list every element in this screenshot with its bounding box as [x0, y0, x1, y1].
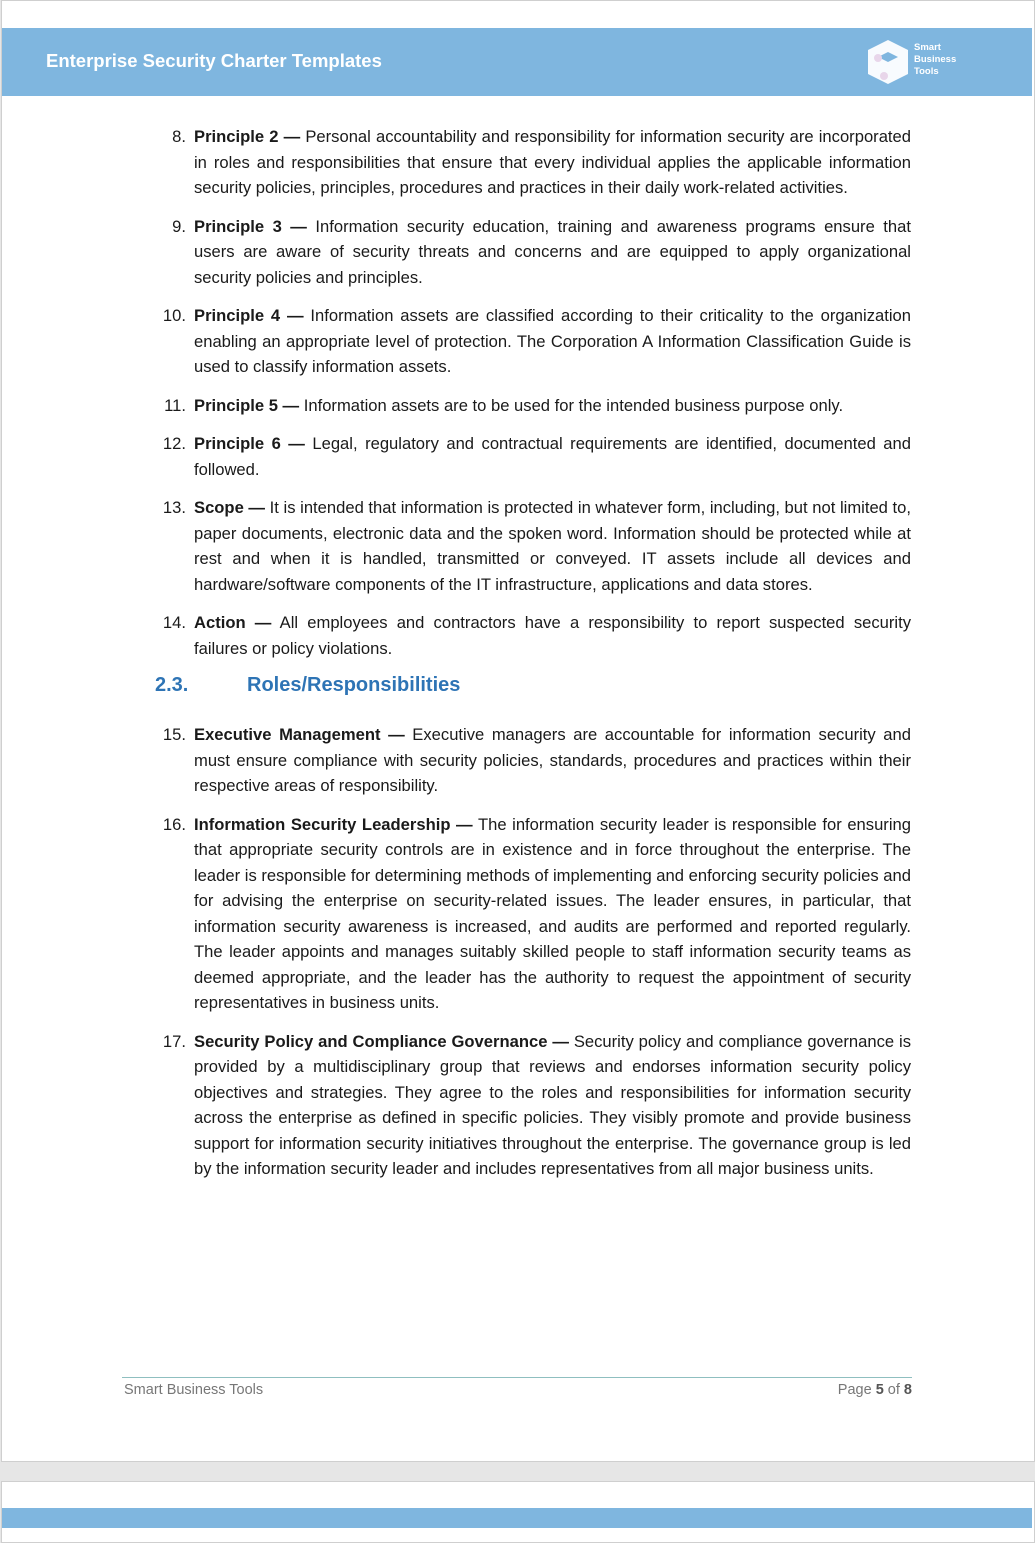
- footer-company: Smart Business Tools: [124, 1382, 264, 1398]
- document-title: Enterprise Security Charter Templates: [46, 50, 382, 71]
- list-item: [155, 812, 911, 1016]
- logo: Smart Business Tools: [866, 38, 966, 88]
- item-number: 15.: [162, 725, 186, 744]
- list-item: [155, 495, 911, 597]
- item-text: Information assets are classified according to their criticality to the organization enabling an appropriate level of protection. The Corporation A Information Classification Guide is used to classify information assets.: [194, 306, 911, 376]
- section-heading: [155, 674, 911, 702]
- item-number: 11.: [164, 395, 186, 415]
- item-term: Information Security Leadership —: [194, 814, 473, 834]
- item-text: It is intended that information is protected in whatever form, including, but not limited to, paper documents, electronic data and the spoken word. Information should be protected while at rest and when it is handled, transmitted or conveyed. IT assets include all devices and hardware/software components of the IT infrastructure, applications and data stores.: [194, 498, 911, 594]
- section-number: 2.3.: [155, 674, 189, 696]
- next-page-header-band: [2, 1508, 1032, 1528]
- item-number: 10.: [162, 306, 186, 325]
- item-text: Personal accountability and responsibility for information security are incorporated in roles and responsibilities that ensure that every individual applies the applicable information security policies, principles, procedures and practices in their daily work-related activities.: [194, 127, 911, 197]
- item-term: Action —: [194, 613, 272, 632]
- item-term: Executive Management —: [194, 725, 405, 744]
- item-text: Security policy and compliance governance is provided by a multidisciplinary group that reviews and endorses information security policy objectives and strategies. They agree to the roles and responsibilities for information security across the enterprise as defined in specific policies. They visibly promote and provide business support for information security initiatives throughout the enterprise. The governance group is led by the information security leader and includes representatives from all major business units.: [194, 1031, 911, 1178]
- list-item: [155, 214, 911, 291]
- item-text: Information assets are to be used for the intended business purpose only.: [299, 395, 844, 415]
- list-item: [155, 610, 911, 661]
- item-term: Principle 3 —: [194, 216, 307, 236]
- item-text: Executive managers are accountable for information security and must ensure compliance with security policies, standards, procedures and practices within their respective areas of responsibility.: [194, 725, 911, 795]
- item-term: Principle 2 —: [194, 127, 301, 146]
- list-item: [155, 124, 911, 201]
- logo-cube-icon: [866, 38, 910, 86]
- item-text: Information security education, training and awareness programs ensure that users are aware of security threats and concerns and are equipped to apply organizational security policies and principles.: [194, 216, 911, 287]
- item-term: Principle 6 —: [194, 434, 305, 453]
- item-term: Principle 4 —: [194, 306, 304, 325]
- list-item: [155, 431, 911, 482]
- item-term: Scope —: [194, 498, 266, 517]
- page-number: Page 5 of 8: [837, 1382, 912, 1398]
- header-band: [2, 28, 1032, 96]
- item-text: The information security leader is responsible for ensuring that appropriate security controls are in existence and in force throughout the enterprise. The leader is responsible for determining methods of implementing and enforcing security policies and for advising the enterprise on security-related issues. The leader ensures, in particular, that information security awareness is increased, and audits are performed and reported regularly. The leader appoints and manages suitably skilled people to staff information security teams as deemed appropriate, and the leader has the authority to request the appointment of security representatives in business units.: [194, 814, 911, 1012]
- item-text: Legal, regulatory and contractual requirements are identified, documented and followed.: [194, 434, 911, 479]
- item-number: 12.: [162, 434, 186, 453]
- item-term: Principle 5 —: [194, 395, 300, 415]
- item-number: 14.: [162, 613, 186, 632]
- item-term: Security Policy and Compliance Governance —: [194, 1031, 569, 1051]
- section-title: Roles/Responsibilities: [247, 674, 461, 696]
- item-number: 13.: [162, 498, 186, 517]
- page-footer: [122, 1377, 912, 1398]
- item-number: 8.: [172, 127, 186, 146]
- list-item: [155, 303, 911, 380]
- item-text: All employees and contractors have a responsibility to report suspected security failures or policy violations.: [194, 613, 911, 658]
- list-item: [155, 722, 911, 799]
- list-item: [155, 1029, 911, 1182]
- document-body: [155, 124, 911, 1195]
- item-number: 9.: [172, 216, 186, 236]
- list-item: [155, 393, 911, 419]
- item-number: 17.: [162, 1031, 186, 1051]
- item-number: 16.: [162, 814, 186, 834]
